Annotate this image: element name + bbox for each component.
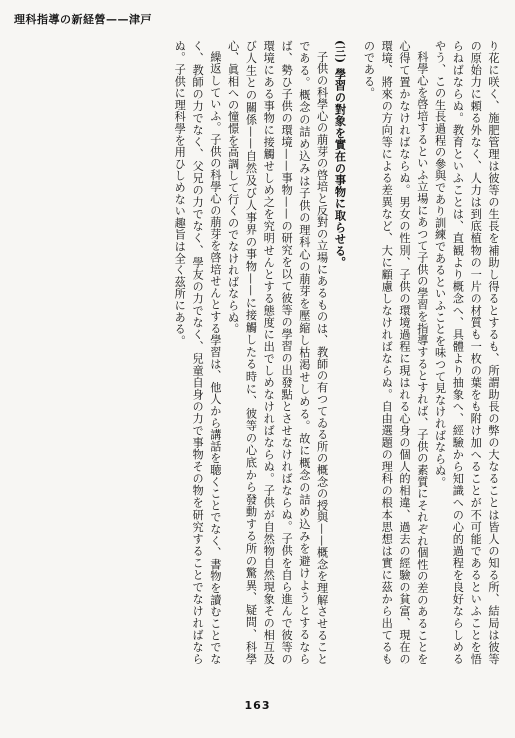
body-paragraph: 繰返していふ。子供の科學心の萠芽を啓培せんとする學習は、他人から講話を聴くことでなく、書物を讀むことでなく、教師の力でなく、父兄の力でなく、學友の力でなく、兒童自身の力で事物その物を研究することでなければならぬ。子供に理科學を用ひしめない趣旨は全く茲所にある。 bbox=[173, 40, 222, 665]
section-heading: (三) 學習の對象を實在の事物に取らせる。 bbox=[333, 40, 348, 269]
body-paragraph: り花に咲く、施肥管理は彼等の生長を補助し得るとするも、所謂助長の弊の大なることは皆人の知る所、結局は彼等の原始力に頼る外なく、人力は到底植物の一片の材質も一枚の葉をも附け加へることが不可能であるといふことを悟らねばならぬ。教育といふことは、直観より概念へ、具體より抽象へ、經驗から知識への心的過程を良好ならしめるやう、この生長過程の參與であり訓練であるといふことを味つて見なければならぬ。 bbox=[433, 40, 500, 665]
vertical-text-body bbox=[100, 40, 502, 665]
body-paragraph: 子供の科學心の萠芽の啓培と反對の立場にあるものは、教師の有つてゐる所の概念の授與——概念を理解させることである。概念の詰め込みは子供の理科心の萠芽を壓縮し枯渇せしめる。故に概念の詰め込みを避けようとするならば、勢ひ子供の環境——事物——の研究を以て彼等の學習の出發點とさせなければならぬ。子供を自ら進んで彼等の環境にある事物に接觸せしめ之を究明せんとする態度に出でしめなければならぬ。子供が自然物自然現象その相互及び人生との關係——自然及び人事界の事物——に接觸したる時に、彼等の心底から發動する所の驚異、疑問、科學心、眞相への憧憬を高調して行くのでなければならぬ。 bbox=[226, 40, 329, 665]
running-header: 理科指導の新経營——津戸 bbox=[14, 13, 152, 26]
page-number: 163 bbox=[244, 699, 271, 712]
body-paragraph: 科學心を啓培するといふ立場にあつて子供の學習を指導するとすれば、子供の素質にそれぞれ個性の差のあることを心得て置かなければならぬ。男女の性別、子供の環境過程に現はれる心身の個人的相違、過去の經驗の貧富、現在の環境、將來の方向等による差異など、大に顧慮しなければならぬ。自由選題の理科の根本思想は實に茲から出てるものである。 bbox=[362, 40, 429, 665]
